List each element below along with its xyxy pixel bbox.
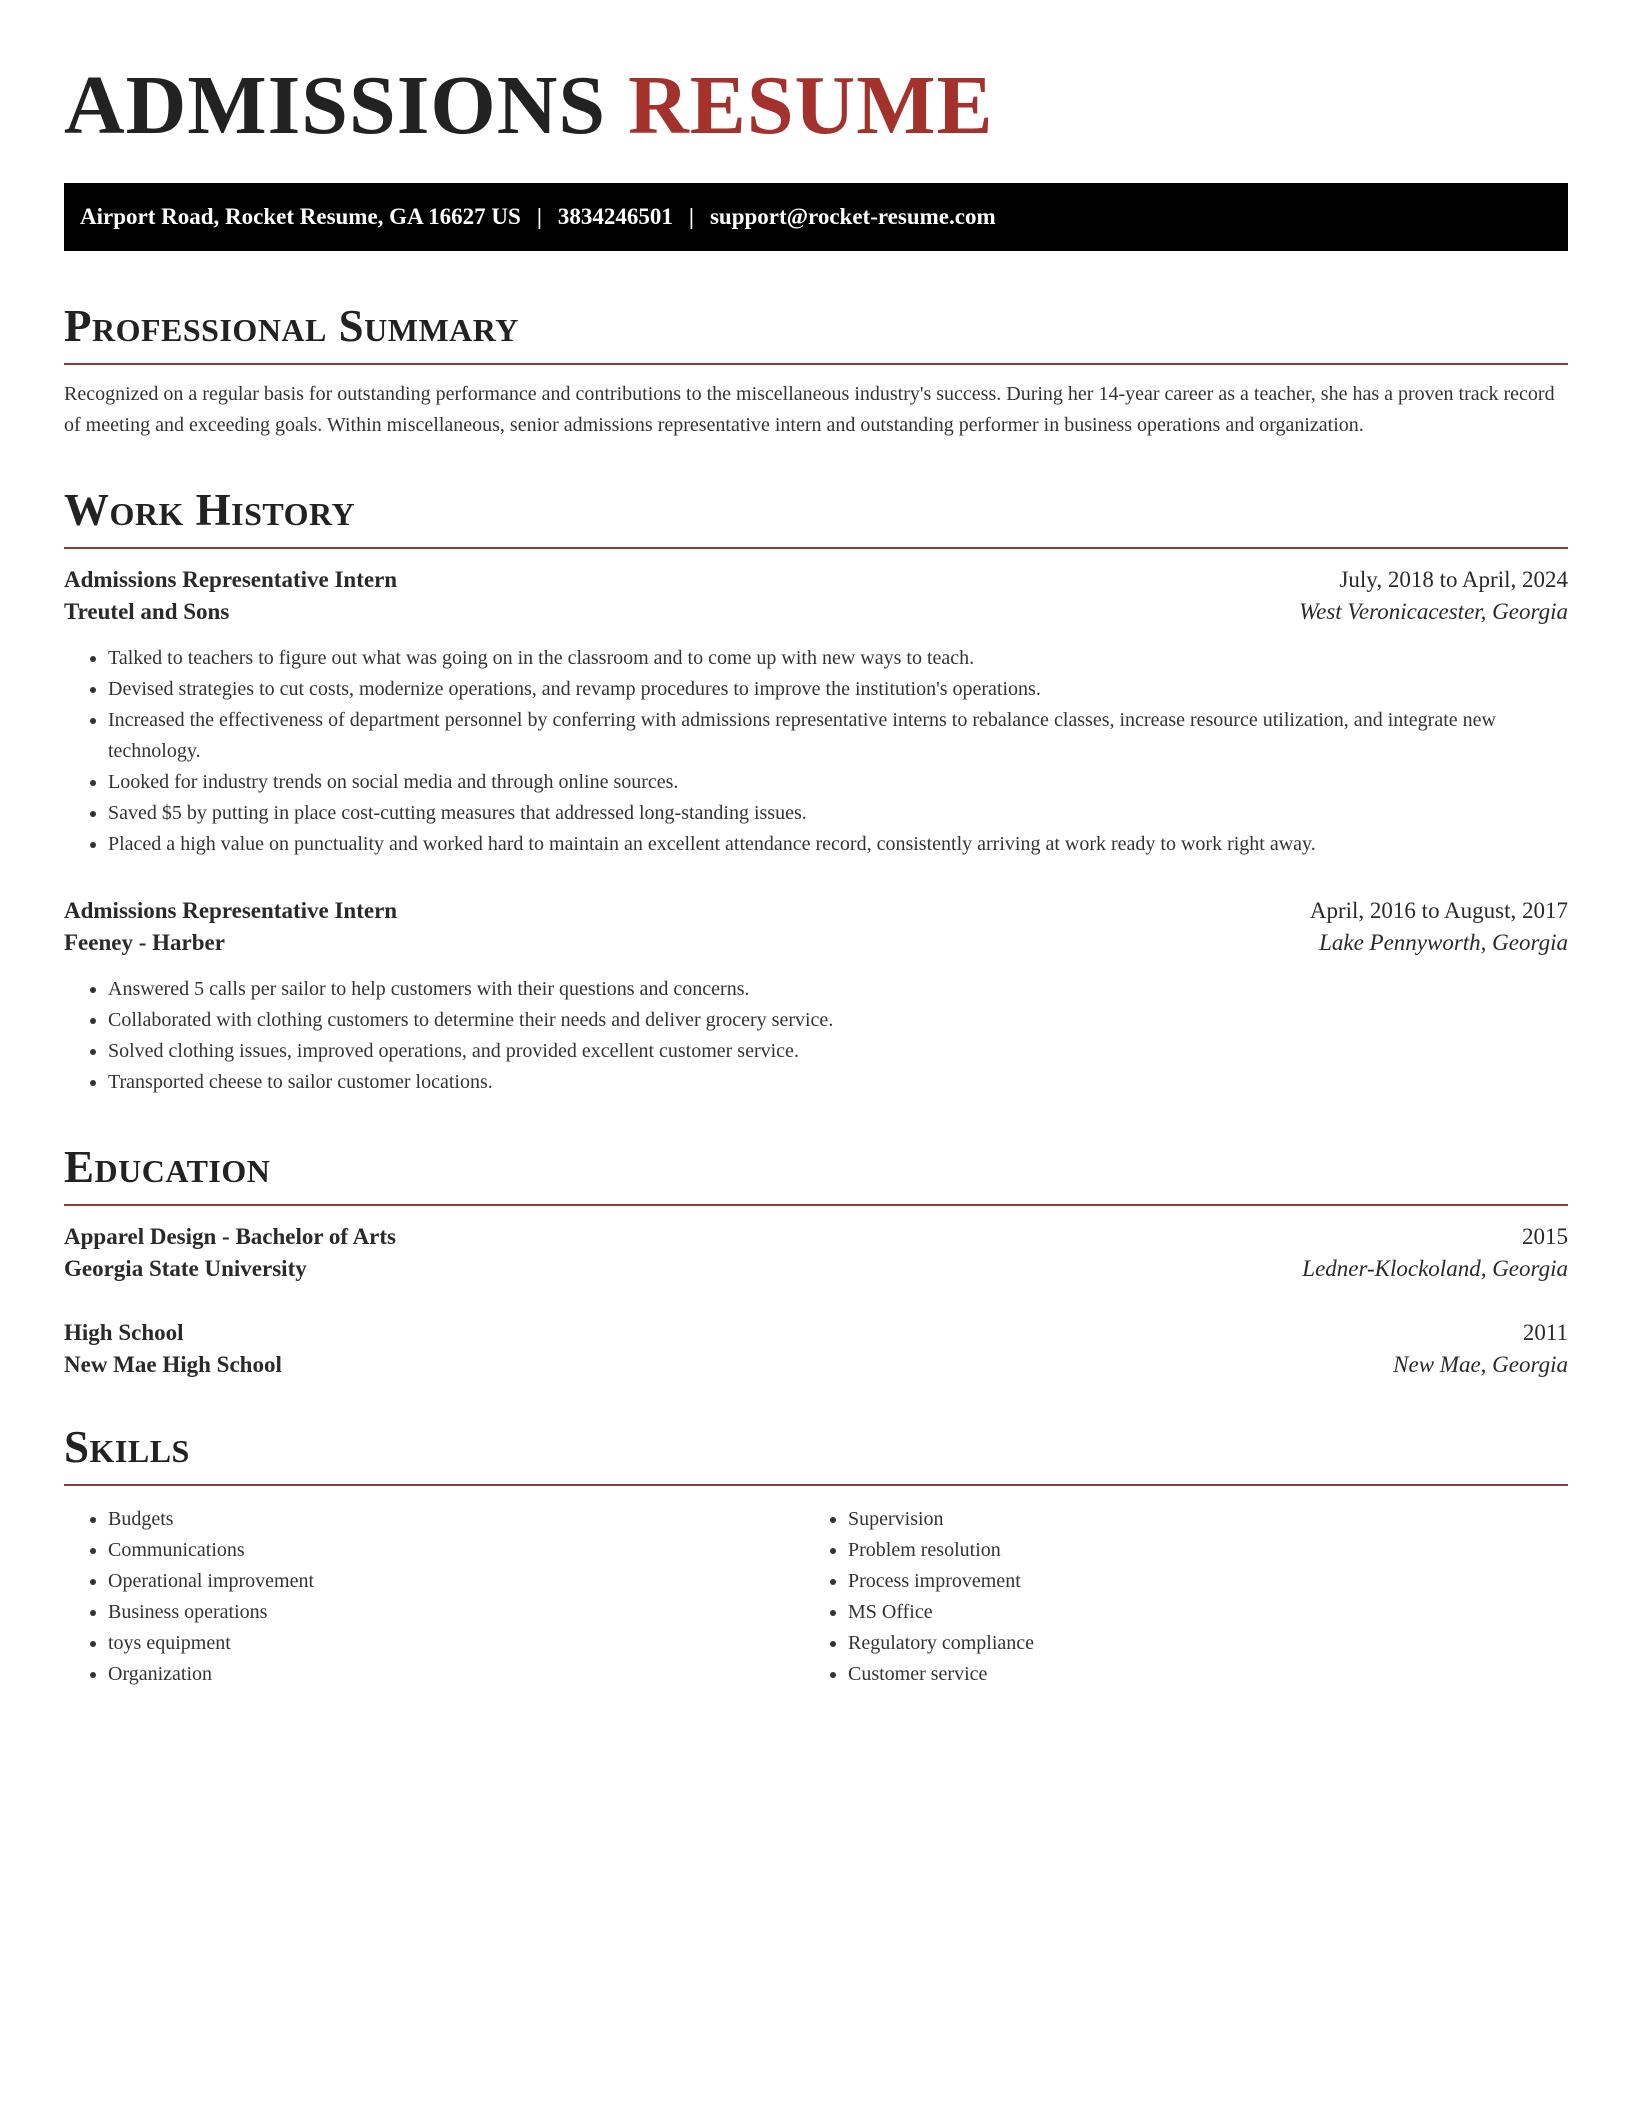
title-accent: RESUME [628, 59, 994, 152]
list-item: • Devised strategies to cut costs, modernize operations, and revamp procedures to improve the institution's operations. [108, 674, 1568, 705]
education-location: Ledner-Klockoland, Georgia [1302, 1256, 1568, 1281]
education-degree: Apparel Design - Bachelor of Arts [64, 1224, 396, 1249]
contact-email: support@rocket-resume.com [709, 204, 996, 229]
skill-item: • Operational improvement [108, 1566, 804, 1597]
title-main: ADMISSIONS [64, 59, 607, 152]
job-entry [64, 898, 1568, 1098]
skill-item: • Process improvement [848, 1566, 1544, 1597]
contact-bar [64, 183, 1568, 251]
skill-item: • Problem resolution [848, 1535, 1544, 1566]
skill-item: • Business operations [108, 1597, 804, 1628]
skill-item: • Supervision [848, 1504, 1544, 1535]
list-item: • Looked for industry trends on social media and through online sources. [108, 767, 1568, 798]
education-entry [64, 1320, 1568, 1378]
section-heading-work-history: Work History [64, 485, 1568, 549]
list-item: • Solved clothing issues, improved operations, and provided excellent customer service. [108, 1036, 1568, 1067]
skill-item: • Customer service [848, 1659, 1544, 1690]
resume-title [64, 56, 1568, 156]
education-school: New Mae High School [64, 1352, 282, 1377]
skill-item: • Budgets [108, 1504, 804, 1535]
list-item: • Saved $5 by putting in place cost-cutting measures that addressed long-standing issues. [108, 798, 1568, 829]
job-title: Admissions Representative Intern [64, 898, 398, 923]
job-company: Feeney - Harber [64, 930, 225, 955]
education-school: Georgia State University [64, 1256, 307, 1281]
list-item: • Talked to teachers to figure out what was going on in the classroom and to come up with new ways to teach. [108, 643, 1568, 674]
section-heading-skills: Skills [64, 1422, 1568, 1486]
education-entry [64, 1224, 1568, 1282]
job-dates: April, 2016 to August, 2017 [1309, 898, 1568, 923]
list-item: • Placed a high value on punctuality and worked hard to maintain an excellent attendance record, consistently arriving at work ready to work right away. [108, 829, 1568, 860]
job-title: Admissions Representative Intern [64, 567, 398, 592]
education-year: 2011 [1522, 1320, 1568, 1345]
summary-text: Recognized on a regular basis for outstanding performance and contributions to the miscellaneous industry's success. During her 14-year career as a teacher, she has a proven track record of meeting and exceeding goals. Within miscellaneous, senior admissions representative intern and outstanding performer in business operations and organization. [64, 383, 1555, 436]
job-location: Lake Pennyworth, Georgia [1319, 930, 1568, 955]
job-company: Treutel and Sons [64, 599, 230, 624]
education-degree: High School [64, 1320, 184, 1345]
job-bullet-list [64, 974, 1568, 1098]
contact-phone: 3834246501 [557, 204, 673, 229]
skills-list-right [804, 1504, 1544, 1690]
skill-item: • Communications [108, 1535, 804, 1566]
job-dates: July, 2018 to April, 2024 [1339, 567, 1568, 592]
section-heading-summary: Professional Summary [64, 301, 1568, 365]
skill-item: • Regulatory compliance [848, 1628, 1544, 1659]
skill-item: • toys equipment [108, 1628, 804, 1659]
list-item: • Collaborated with clothing customers to determine their needs and deliver grocery service. [108, 1005, 1568, 1036]
list-item: • Answered 5 calls per sailor to help customers with their questions and concerns. [108, 974, 1568, 1005]
list-item: • Increased the effectiveness of department personnel by conferring with admissions representative interns to rebalance classes, increase resource utilization, and integrate new technology. [108, 705, 1568, 767]
skill-item: • Organization [108, 1659, 804, 1690]
contact-separator: | [536, 204, 542, 229]
skills-list-left [64, 1504, 804, 1690]
list-item: • Transported cheese to sailor customer locations. [108, 1067, 1568, 1098]
job-entry [64, 567, 1568, 860]
skill-item: • MS Office [848, 1597, 1544, 1628]
job-bullet-list [64, 643, 1568, 860]
education-year: 2015 [1522, 1224, 1568, 1249]
section-heading-education: Education [64, 1142, 1568, 1206]
job-location: West Veronicacester, Georgia [1299, 599, 1568, 624]
education-location: New Mae, Georgia [1393, 1352, 1568, 1377]
skills-columns [64, 1504, 1568, 1690]
contact-separator: | [688, 204, 694, 229]
contact-address: Airport Road, Rocket Resume, GA 16627 US [80, 204, 521, 229]
